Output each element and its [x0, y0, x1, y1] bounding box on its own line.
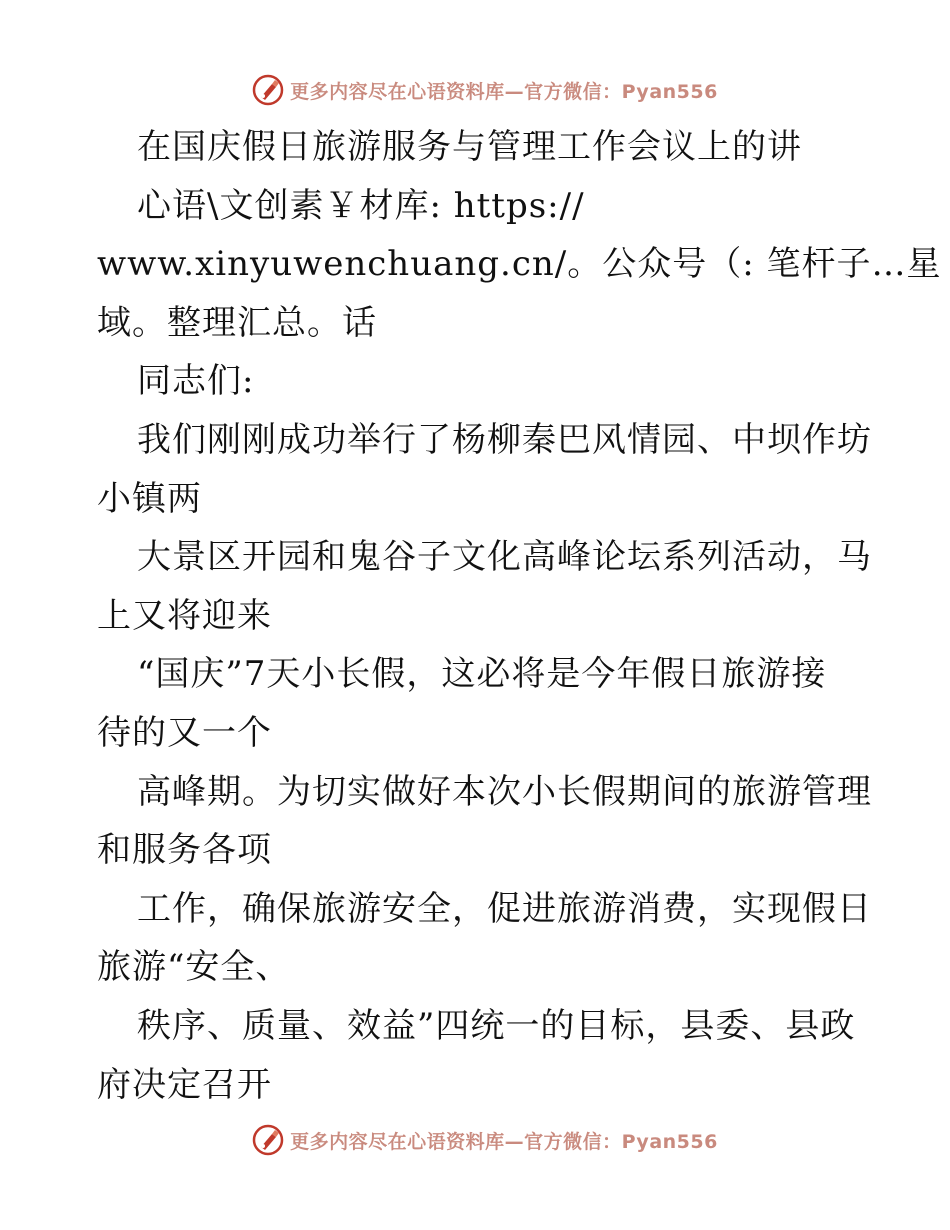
- text-line: 小镇两: [97, 478, 202, 519]
- text-line: 心语\文创素￥材库: https://: [137, 185, 585, 226]
- document-body: [97, 118, 942, 1114]
- text-line: 秩序、质量、效益”四统一的目标，县委、县政: [137, 1005, 856, 1046]
- text-line: www.xinyuwenchuang.cn/。公众号（: 笔杆子…星: [97, 244, 942, 285]
- text-line: 上又将迎来: [97, 595, 272, 636]
- pen-nib-logo-icon: [252, 1124, 284, 1156]
- footer-banner-text: 更多内容尽在心语资料库—官方微信：Pyan556: [290, 1130, 718, 1153]
- text-line: 域。整理汇总。话: [97, 302, 377, 343]
- pen-nib-logo-icon: [252, 74, 284, 106]
- text-line: 在国庆假日旅游服务与管理工作会议上的讲: [137, 127, 802, 167]
- text-line: 旅游“安全、: [97, 947, 291, 988]
- header-banner-content: [252, 74, 718, 106]
- text-line: “国庆”7天小长假，这必将是今年假日旅游接: [137, 654, 827, 695]
- header-banner-text: 更多内容尽在心语资料库—官方微信：Pyan556: [290, 80, 718, 103]
- text-line: 同志们:: [137, 361, 255, 402]
- text-line: 大景区开园和鬼谷子文化高峰论坛系列活动，马: [137, 537, 872, 578]
- footer-banner: [0, 1120, 950, 1160]
- text-line: 待的又一个: [97, 712, 272, 753]
- header-banner: [0, 70, 950, 110]
- text-line: 高峰期。为切实做好本次小长假期间的旅游管理: [137, 771, 872, 812]
- footer-banner-content: [252, 1124, 718, 1156]
- text-line: 我们刚刚成功举行了杨柳秦巴风情园、中坝作坊: [137, 419, 872, 460]
- text-line: 工作，确保旅游安全，促进旅游消费，实现假日: [137, 888, 872, 929]
- text-line: 府决定召开: [97, 1064, 272, 1105]
- text-line: 和服务各项: [97, 830, 272, 871]
